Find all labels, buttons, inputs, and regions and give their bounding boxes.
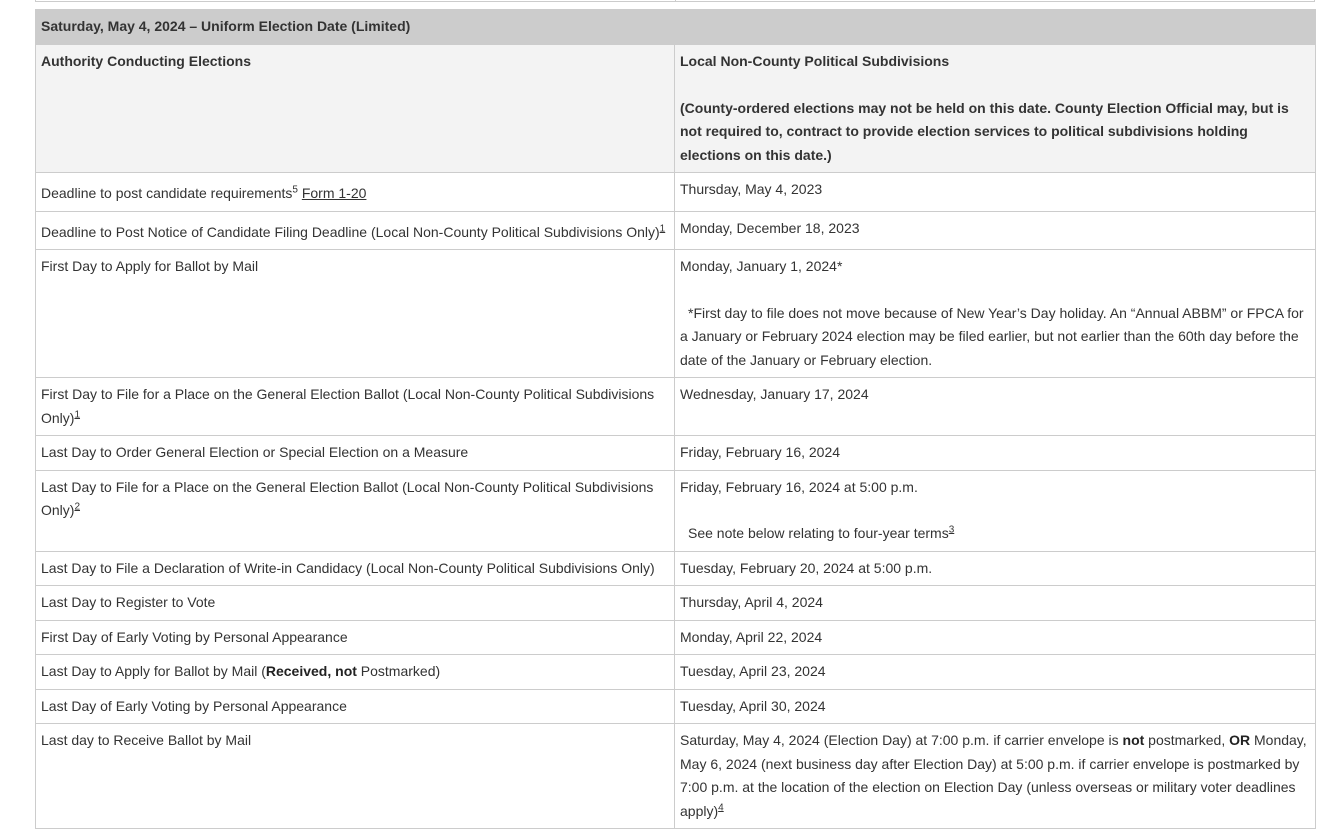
row-date-text: Friday, February 16, 2024 at 5:00 p.m. [680,478,918,495]
row-label [36,211,675,250]
row-label: First Day to Apply for Ballot by Mail [36,250,675,378]
row-label: Last Day to Order General Election or Special Election on a Measure [36,436,675,471]
table-row [36,211,1316,250]
row-label [36,378,675,436]
footnote-ref: 5 [292,184,298,196]
form-link[interactable]: Form 1-20 [301,185,367,201]
row-label [36,470,675,551]
row-label-text: First Day to File for a Place on the General Election Ballot (Local Non-County Political Subdivisions Only) [41,386,655,426]
footnote-link[interactable]: 3 [948,524,955,536]
header-subdivisions [675,44,1316,173]
header-authority-label: Authority Conducting Elections [41,52,251,69]
row-label: Last Day to File a Declaration of Write-in Candidacy (Local Non-County Political Subdivisions Only) [36,551,675,586]
row-label: First Day of Early Voting by Personal Appearance [36,620,675,655]
row-date-text: Monday, January 1, 2024* [680,258,843,274]
row-date: Wednesday, January 17, 2024 [675,378,1316,436]
row-label: Last Day to Register to Vote [36,586,675,621]
footnote-link[interactable]: 1 [74,408,81,420]
table-row [36,173,1316,212]
table-row [36,620,1316,655]
row-date: Saturday, May 4, 2024 (Election Day) at 7:00 p.m. if carrier envelope is not postmarked, OR Monday, May 6, 2024 (next business day after Election Day) at 5:00 p.m. if carrier envelope is postmarked by 7:00 p.m. at the location of the election on Election Day (unless overseas or military voter deadlines apply)$^4$ [675,724,1316,829]
row-date: Thursday, May 4, 2023 [675,173,1316,212]
row-date: Friday, February 16, 2024 [675,436,1316,471]
footnote-link[interactable]: 2 [74,501,81,513]
row-date [675,470,1316,551]
row-date: Monday, April 22, 2024 [675,620,1316,655]
emphasis: not [1122,732,1145,748]
election-schedule-table [35,9,1316,829]
header-subdivisions-note: (County-ordered elections may not be held on this date. County Election Official may, but is not required to, contract to provide election services to political subdivisions holding elections on this date.) [680,99,1289,163]
table-row [36,689,1316,724]
row-date: Thursday, April 4, 2024 [675,586,1316,621]
row-date-note [680,522,1311,546]
row-label: Last day to Receive Ballot by Mail [36,724,675,829]
table-row [36,724,1316,829]
table-row [36,551,1316,586]
table-row [36,655,1316,690]
row-date: Tuesday, April 23, 2024 [675,655,1316,690]
table-caption: Saturday, May 4, 2024 – Uniform Election Date (Limited) [36,10,1316,45]
header-authority [36,44,675,173]
emphasis: OR [1229,732,1251,748]
table-row [36,586,1316,621]
row-label-text: Deadline to post candidate requirements [41,185,293,201]
row-label-text: Last Day to File for a Place on the General Election Ballot (Local Non-County Political Subdivisions Only) [41,478,654,518]
table-row [36,250,1316,378]
table-row [36,378,1316,436]
row-label [36,173,675,212]
row-date: Tuesday, April 30, 2024 [675,689,1316,724]
table-caption-row [36,10,1316,45]
table-row [36,436,1316,471]
footnote-link[interactable]: 4 [718,801,724,813]
footnote-link[interactable]: 1 [659,222,666,234]
row-date-note-text: See note below relating to four-year terms [688,525,949,541]
row-label: Last Day of Early Voting by Personal Appearance [36,689,675,724]
row-date: Monday, December 18, 2023 [675,211,1316,250]
previous-table-edge [35,0,1315,2]
table-row [36,470,1316,551]
table-header-row [36,44,1316,173]
header-subdivisions-title: Local Non-County Political Subdivisions [680,52,950,69]
row-date [675,250,1316,378]
row-label: Last Day to Apply for Ballot by Mail (Received, not Postmarked) [36,655,675,690]
row-date: Tuesday, February 20, 2024 at 5:00 p.m. [675,551,1316,586]
row-label-text: Deadline to Post Notice of Candidate Filing Deadline (Local Non-County Political Subdivisions Only) [41,223,660,240]
row-date-note [680,302,1311,373]
row-date-note-text: *First day to file does not move because of New Year’s Day holiday. An “Annual ABBM” or FPCA for a January or February 2024 election may be filed earlier, but not earlier than the 60th day before the date of the January or February election. [680,304,1304,368]
emphasis: Received, not [265,663,357,679]
